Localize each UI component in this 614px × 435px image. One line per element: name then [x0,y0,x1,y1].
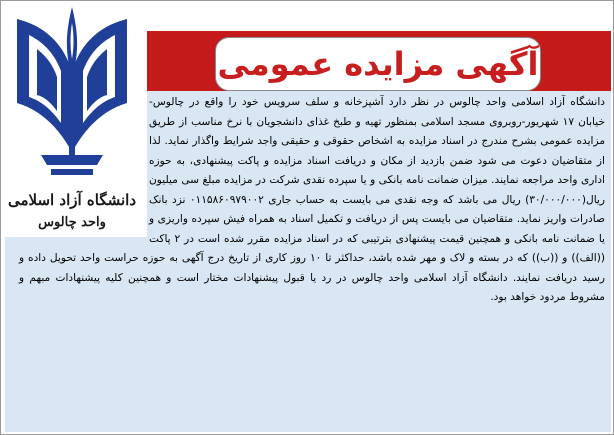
page-title: آگهی مزایده عمومی [217,45,539,83]
logo-branch-name: واحد چالوس [38,215,106,230]
title-box [215,37,541,91]
logo-university-name: دانشگاه آزاد اسلامی [7,191,137,209]
logo-text-wrap-spacer [19,93,149,245]
announcement-paragraph: دانشگاه آزاد اسلامی واحد چالوس در نظر دارد آشپزخانه و سلف سرویس خود را واقع در چالوس- خیابان ۱۷ شهریور-روبروی مسجد اسلامی بمنظور تهیه و طبخ غذای دانشجویان با نرخ مناسب از طریق مزایده عمومی بشرح مندرج در اسناد مزایده به اشخاص حقوقی و حقیقی واجد شرایط واگذار نماید. لذا از متقاضیان دعوت می شود ضمن بازدید از مکان و دریافت اسناد مزایده و پاکت پیشنهادی، به حوزه اداری واحد مراجعه نمایند. میزان ضمانت نامه بانکی و یا سپرده نقدی شرکت در مزایده مبلغ سی میلیون ریال(۳۰/۰۰۰/۰۰۰) ریال می باشد که وجه نقدی می بایست به حساب جاری ۰۱۱۵۸۶۰۹۷۹۰۰۲ نزد بانک صادرات واریز نماید. متقاضیان می بایست پس از دریافت و تکمیل اسناد به همراه فیش سپرده واریزی و یا ضمانت نامه بانکی و همچنین قیمت پیشنهادی بترتیبی که در اسناد مزایده مقرر شده است در ۲ پاکت ((الف)) و ((ب)) که در بسته و لاک و مهر شده باشد، حداکثر تا ۱۰ روز کاری از تاریخ درج آگهی به حوزه حراست واحد تحویل داده و رسید دریافت نمایند. دانشگاه آزاد اسلامی واحد چالوس در رد یا قبول پیشنهادات مختار است و همچنین کلیه پیشنهادات مبهم و مشروط مردود خواهد بود. [19,96,605,303]
announcement-body [19,93,605,308]
